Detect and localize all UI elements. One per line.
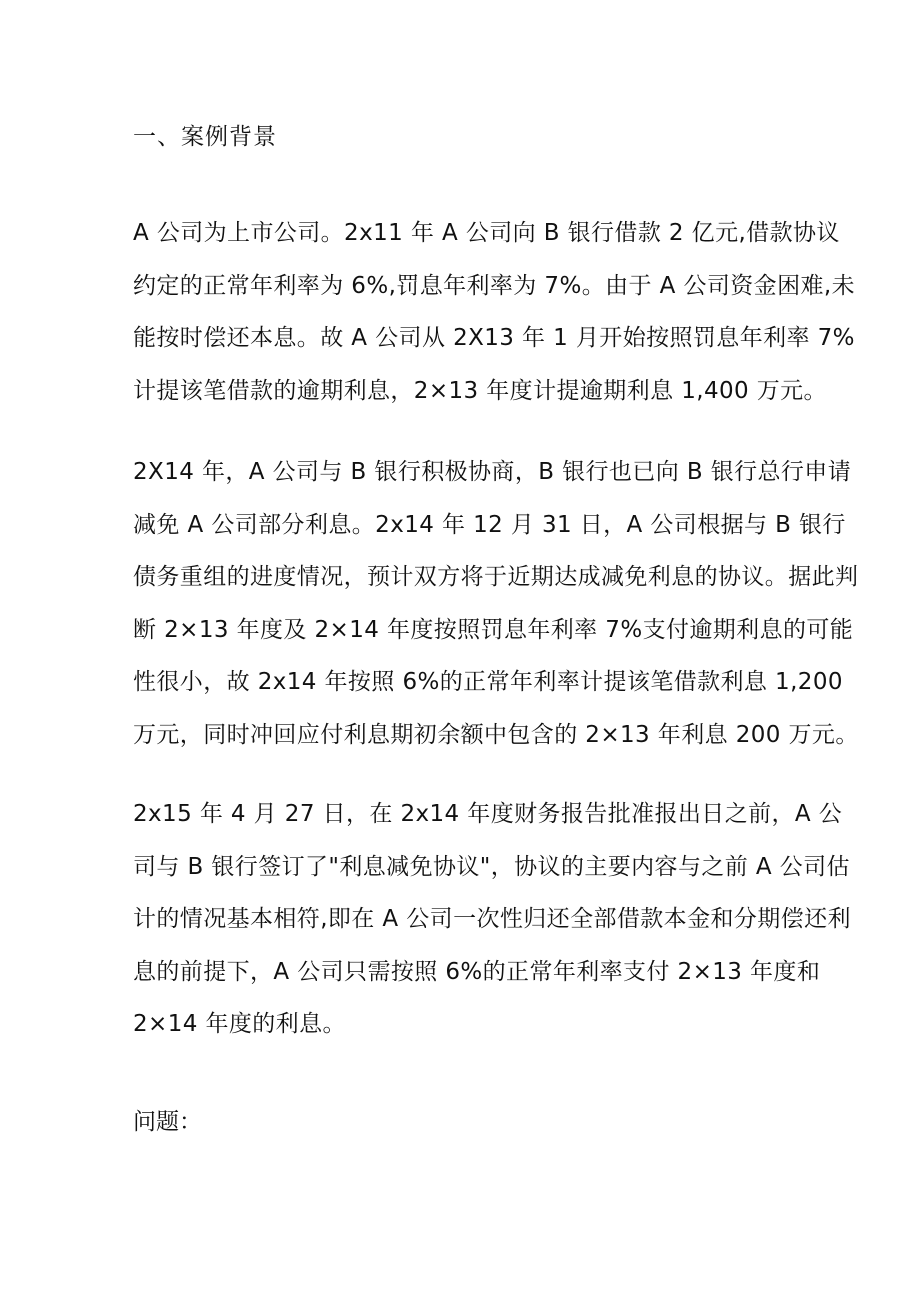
question-label: 问题： [133,1109,202,1135]
paragraph-line: 减免 A 公司部分利息。2x14 年 12 月 31 日，A 公司根据与 B 银行 [133,511,846,538]
paragraph-background [133,207,855,417]
paragraph-line: 断 2×13 年度及 2×14 年度按照罚息年利率 7%支付逾期利息的可能 [133,616,854,643]
paragraph-line: 司与 B 银行签订了"利息减免协议"，协议的主要内容与之前 A 公司估 [133,853,850,880]
paragraph-line: 性很小，故 2x14 年按照 6%的正常年利率计提该笔借款利息 1,200 [133,669,843,695]
paragraph-negotiation [133,446,859,761]
paragraph-line: 计的情况基本相符,即在 A 公司一次性归还全部借款本金和分期偿还利 [133,906,851,932]
paragraph-line: 计提该笔借款的逾期利息，2×13 年度计提逾期利息 1,400 万元。 [133,377,827,404]
section-heading: 一、案例背景 [133,124,277,150]
paragraph-line: 息的前提下，A 公司只需按照 6%的正常年利率支付 2×13 年度和 [133,958,821,985]
paragraph-line: 2x15 年 4 月 27 日，在 2x14 年度财务报告批准报出日之前，A 公 [133,801,843,827]
paragraph-line: 2X14 年，A 公司与 B 银行积极协商，B 银行也已向 B 银行总行申请 [133,459,852,485]
paragraph-line: 债务重组的进度情况，预计双方将于近期达成减免利息的协议。据此判 [133,564,859,590]
paragraph-agreement [133,788,851,1051]
paragraph-line: A 公司为上市公司。2x11 年 A 公司向 B 银行借款 2 亿元,借款协议 [133,220,840,246]
paragraph-line: 万元，同时冲回应付利息期初余额中包含的 2×13 年利息 200 万元。 [133,721,859,748]
paragraph-line: 2×14 年度的利息。 [133,1011,346,1037]
paragraph-line: 约定的正常年利率为 6%,罚息年利率为 7%。由于 A 公司资金困难,未 [133,272,855,299]
paragraph-line: 能按时偿还本息。故 A 公司从 2X13 年 1 月开始按照罚息年利率 7% [133,325,855,351]
